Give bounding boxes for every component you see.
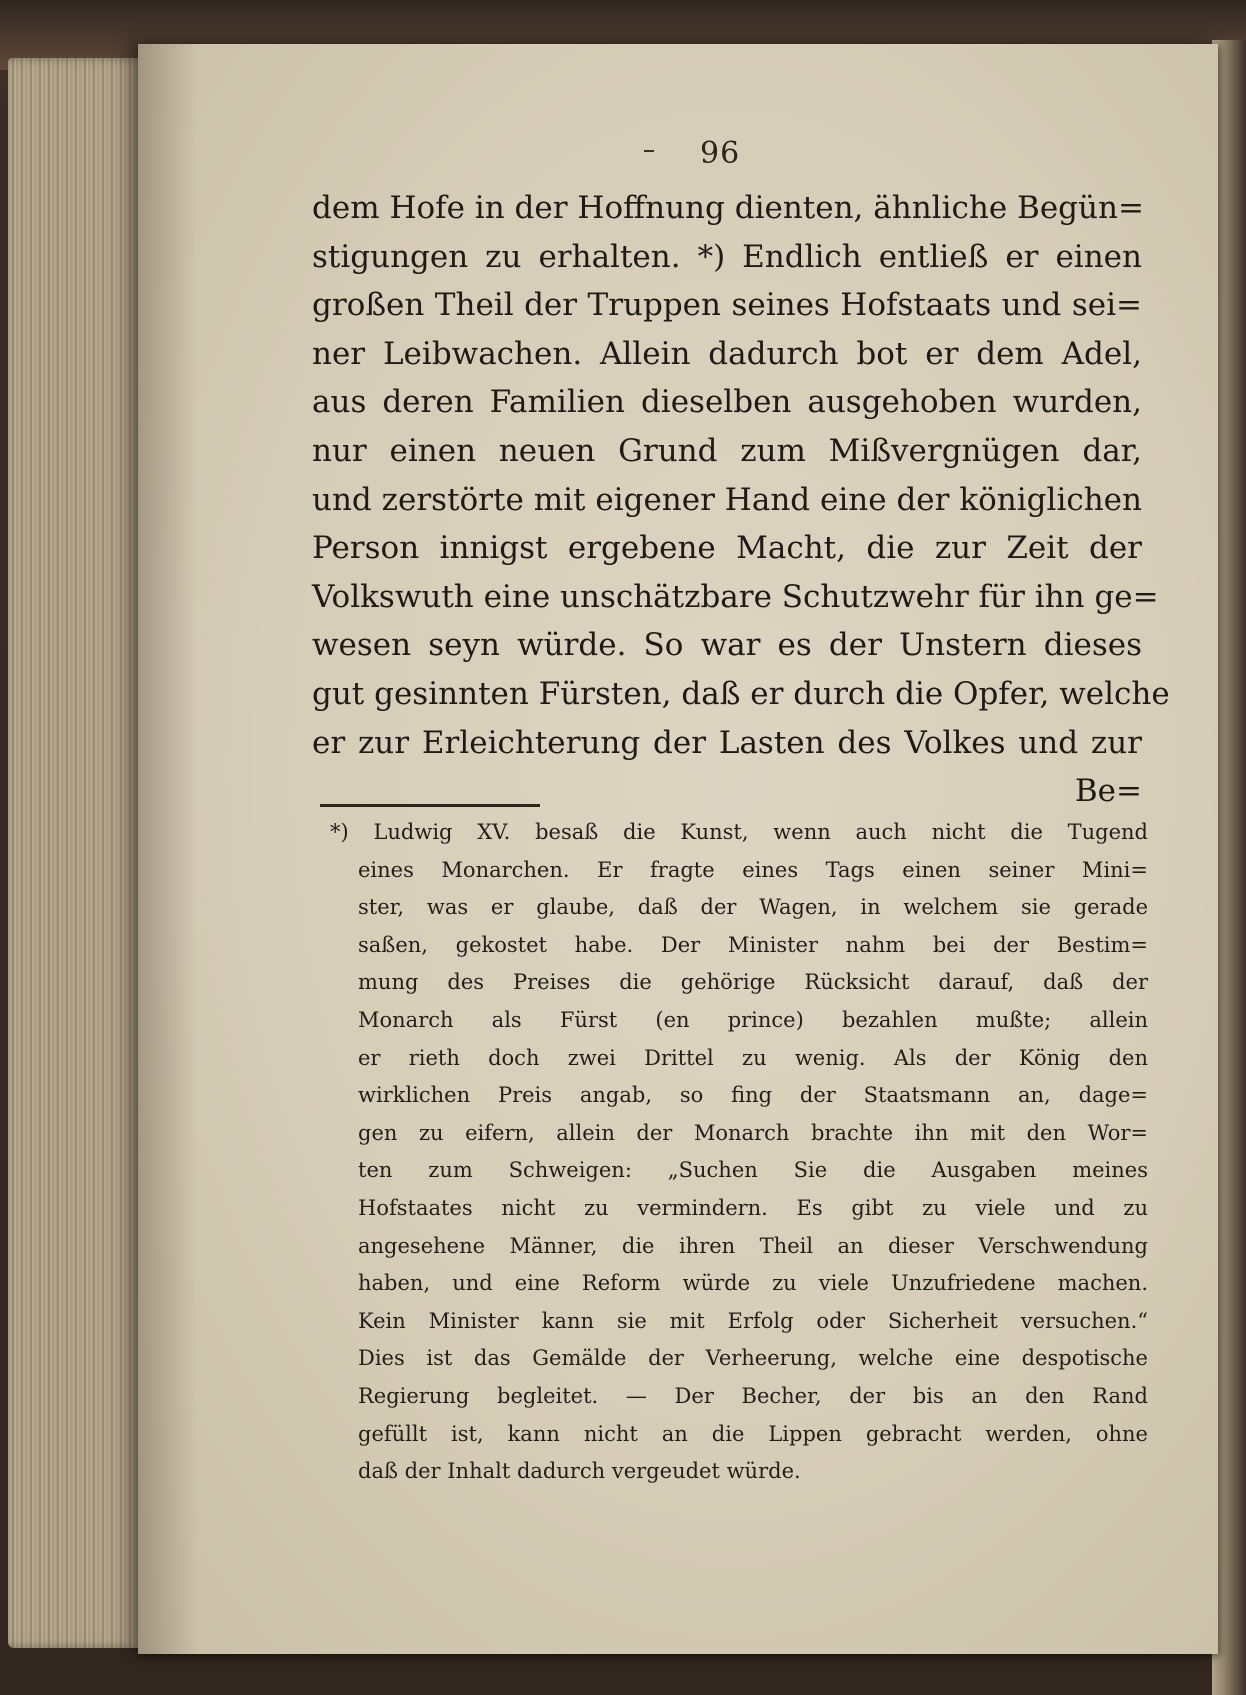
- footnote-line: *) Ludwig XV. besaß die Kunst, wenn auch nicht die Tugend: [330, 820, 1148, 844]
- text-line: ner Leibwachen. Allein dadurch bot er dem Adel,: [312, 335, 1142, 372]
- footnote-line: gefüllt ist, kann nicht an die Lippen gebracht werden, ohne: [358, 1421, 1148, 1446]
- page-edges-left: [8, 58, 148, 1648]
- header-mark: [644, 150, 654, 152]
- footnote-line: wirklichen Preis angab, so fing der Staatsmann an, dage=: [358, 1083, 1148, 1108]
- footnote-line: gen zu eifern, allein der Monarch brachte ihn mit den Wor=: [358, 1120, 1148, 1145]
- footnote-line: Monarch als Fürst (en prince) bezahlen mußte; allein: [358, 1007, 1148, 1032]
- footnote-block: [330, 814, 1148, 1491]
- text-line: stigungen zu erhalten. *) Endlich entließ er einen: [312, 238, 1142, 275]
- text-line: aus deren Familien dieselben ausgehoben wurden,: [312, 384, 1142, 421]
- text-line: großen Theil der Truppen seines Hofstaats und sei=: [312, 287, 1142, 324]
- footnote-line: er rieth doch zwei Drittel zu wenig. Als der König den: [358, 1045, 1148, 1070]
- page-number: 96: [700, 136, 741, 171]
- footnote-line: haben, und eine Reform würde zu viele Unzufriedene machen.: [358, 1271, 1148, 1296]
- catchword: Be=: [1074, 773, 1142, 810]
- text-line: Person innigst ergebene Macht, die zur Zeit der: [312, 530, 1142, 567]
- footnote-line: mung des Preises die gehörige Rücksicht darauf, daß der: [358, 970, 1148, 995]
- footnote-line: Dies ist das Gemälde der Verheerung, welche eine despotische: [358, 1346, 1148, 1371]
- footnote-rule: [320, 804, 540, 807]
- text-line: dem Hofe in der Hoffnung dienten, ähnliche Begün=: [312, 190, 1144, 226]
- text-line: Volkswuth eine unschätzbare Schutzwehr für ihn ge=: [312, 578, 1159, 615]
- book-page: [138, 44, 1218, 1654]
- gutter-shadow: [138, 44, 198, 1654]
- footnote-line: Regierung begleitet. — Der Becher, der bis an den Rand: [358, 1383, 1148, 1408]
- footnote-line: ten zum Schweigen: „Suchen Sie die Ausgaben meines: [358, 1158, 1148, 1183]
- main-text-block: [312, 184, 1170, 816]
- text-line: gut gesinnten Fürsten, daß er durch die Opfer, welche: [312, 675, 1170, 712]
- text-line: und zerstörte mit eigener Hand eine der königlichen: [312, 481, 1142, 518]
- footnote-line: eines Monarchen. Er fragte eines Tags einen seiner Mini=: [358, 857, 1148, 882]
- footnote-line: saßen, gekostet habe. Der Minister nahm bei der Bestim=: [358, 932, 1148, 957]
- footnote-line: angesehene Männer, die ihren Theil an dieser Verschwendung: [358, 1233, 1148, 1258]
- text-line: nur einen neuen Grund zum Mißvergnügen dar,: [312, 432, 1142, 469]
- text-line: wesen seyn würde. So war es der Unstern dieses: [312, 627, 1142, 664]
- footnote-line: Hofstaates nicht zu vermindern. Es gibt zu viele und zu: [358, 1195, 1148, 1220]
- footnote-line: Kein Minister kann sie mit Erfolg oder Sicherheit versuchen.“: [358, 1308, 1148, 1333]
- footnote-line: daß der Inhalt dadurch vergeudet würde.: [358, 1459, 801, 1484]
- text-line: er zur Erleichterung der Lasten des Volkes und zur: [312, 724, 1142, 761]
- footnote-line: ster, was er glaube, daß der Wagen, in welchem sie gerade: [358, 895, 1148, 920]
